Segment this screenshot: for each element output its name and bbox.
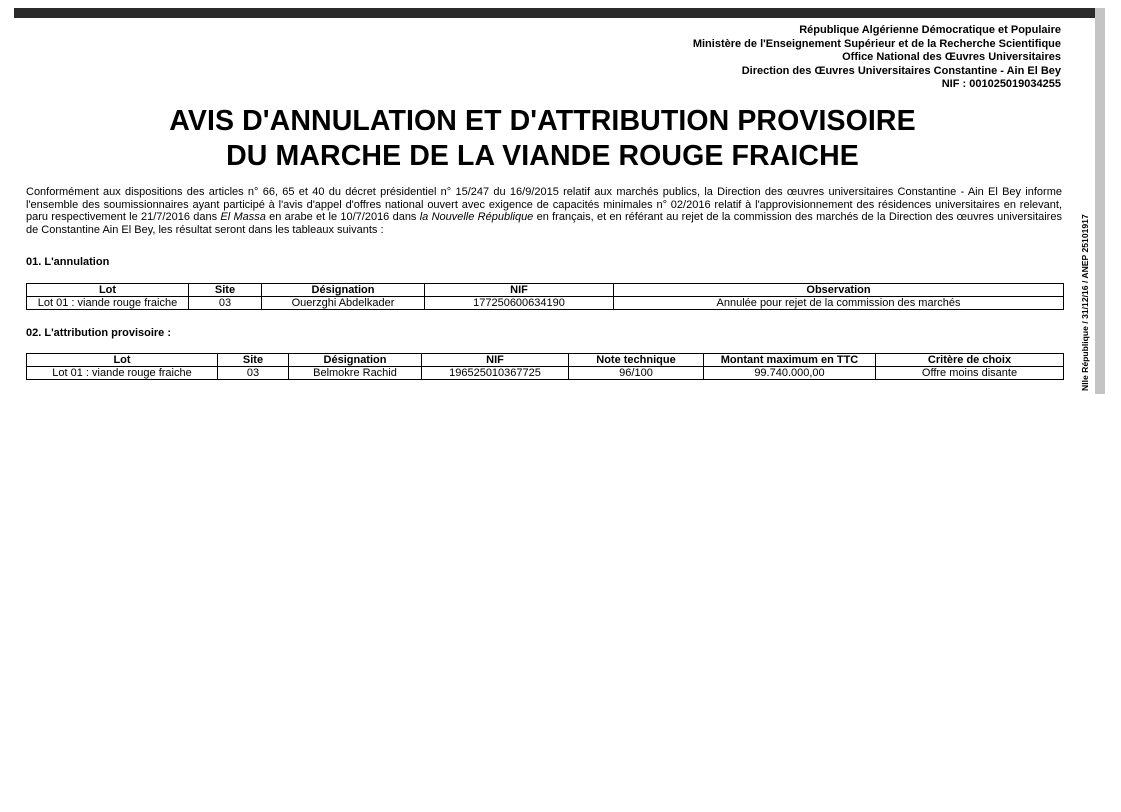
intro-part3: en français, et en référant au rejet de la commission des marchés de la Direction des œuvres universitaires de Constantine Ain El Bey, les résultat seront dans les tableaux suivants : bbox=[26, 211, 1062, 236]
publication-reference: Nlle République / 31/12/16 / ANEP 25101917 bbox=[1080, 214, 1090, 391]
col-observation: Observation bbox=[614, 284, 1064, 297]
table-header-row bbox=[27, 354, 1064, 367]
cell-critere: Offre moins disante bbox=[876, 367, 1064, 380]
section-annulation-title: 01. L'annulation bbox=[26, 256, 110, 268]
col-lot: Lot bbox=[27, 284, 189, 297]
issuer-header bbox=[693, 24, 1061, 92]
notice-title-line2: DU MARCHE DE LA VIANDE ROUGE FRAICHE bbox=[226, 140, 859, 172]
cell-lot: Lot 01 : viande rouge fraiche bbox=[27, 297, 189, 310]
intro-paragraph bbox=[26, 186, 1062, 236]
table-header-row bbox=[27, 284, 1064, 297]
table-row bbox=[27, 367, 1064, 380]
col-site: Site bbox=[218, 354, 289, 367]
cell-lot: Lot 01 : viande rouge fraiche bbox=[27, 367, 218, 380]
cell-designation: Belmokre Rachid bbox=[289, 367, 422, 380]
right-border-bar bbox=[1095, 8, 1105, 394]
header-line-direction: Direction des Œuvres Universitaires Constantine - Ain El Bey bbox=[741, 64, 1061, 77]
cell-site: 03 bbox=[189, 297, 262, 310]
cell-montant: 99.740.000,00 bbox=[704, 367, 876, 380]
notice-title bbox=[20, 104, 1065, 174]
table-row bbox=[27, 297, 1064, 310]
intro-part1: Conformément aux dispositions des articles n° 66, 65 et 40 du décret présidentiel n° 15/247 du 16/9/2015 relatif aux marchés publics, la Direction des œuvres universitaires Constantine - Ain El Bey informe l'ensemble des soumissionnaires ayant participé à l'avis d'appel d'offres national ouvert avec exigence de capacités minimales n° 02/2016 relatif à l'approvisionnement des résidences universitaires en relevant, paru respectivement le 21/7/2016 dans bbox=[26, 186, 1062, 224]
notice-title-line1: AVIS D'ANNULATION ET D'ATTRIBUTION PROVISOIRE bbox=[169, 105, 916, 137]
cell-note-technique: 96/100 bbox=[569, 367, 704, 380]
cell-observation: Annulée pour rejet de la commission des marchés bbox=[614, 297, 1064, 310]
header-line-ministry: Ministère de l'Enseignement Supérieur et de la Recherche Scientifique bbox=[692, 37, 1061, 50]
cell-nif: 196525010367725 bbox=[422, 367, 569, 380]
col-montant: Montant maximum en TTC bbox=[704, 354, 876, 367]
header-line-nif: NIF : 001025019034255 bbox=[941, 78, 1061, 91]
top-border-bar bbox=[14, 8, 1095, 18]
col-designation: Désignation bbox=[289, 354, 422, 367]
col-note-technique: Note technique bbox=[569, 354, 704, 367]
col-lot: Lot bbox=[27, 354, 218, 367]
intro-newspaper-1: El Massa bbox=[220, 211, 266, 224]
section-attribution-title: 02. L'attribution provisoire : bbox=[26, 327, 172, 339]
annulation-table bbox=[26, 283, 1064, 310]
col-designation: Désignation bbox=[262, 284, 425, 297]
intro-newspaper-2: la Nouvelle République bbox=[419, 211, 534, 224]
col-nif: NIF bbox=[425, 284, 614, 297]
header-line-office: Office National des Œuvres Universitaires bbox=[842, 51, 1061, 64]
col-site: Site bbox=[189, 284, 262, 297]
cell-designation: Ouerzghi Abdelkader bbox=[262, 297, 425, 310]
intro-part2: en arabe et le 10/7/2016 dans bbox=[265, 211, 420, 224]
col-nif: NIF bbox=[422, 354, 569, 367]
cell-nif: 177250600634190 bbox=[425, 297, 614, 310]
header-line-republic: République Algérienne Démocratique et Populaire bbox=[799, 24, 1061, 36]
col-critere: Critère de choix bbox=[876, 354, 1064, 367]
cell-site: 03 bbox=[218, 367, 289, 380]
attribution-table bbox=[26, 353, 1064, 380]
